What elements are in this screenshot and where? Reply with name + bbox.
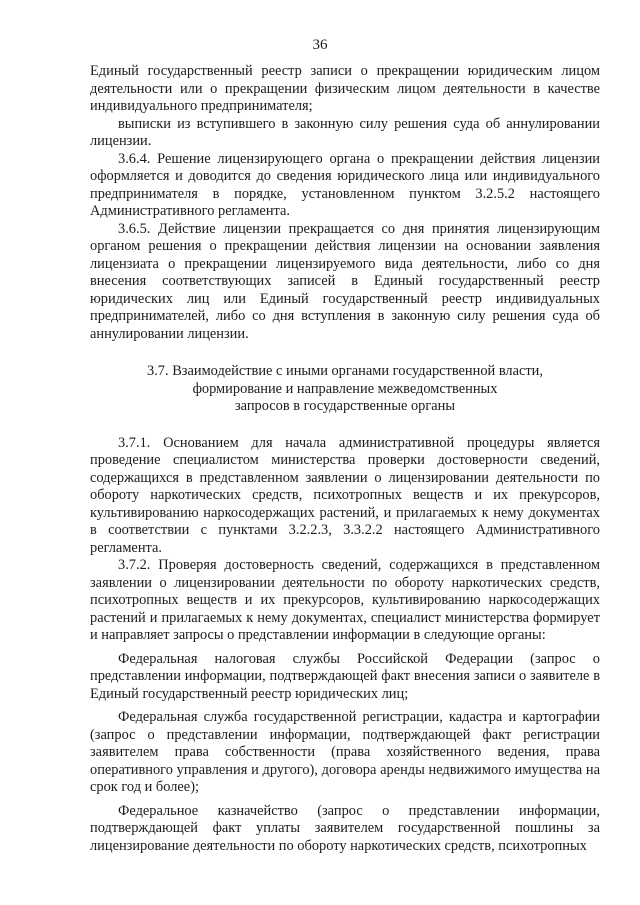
paragraph-3-6-5: 3.6.5. Действие лицензии прекращается со дня принятия лицензирующим органом решения о прекращении действия лицензии на основании заявления лицензиата о прекращении лицензируемого вида деятельности, либо со дня внесения соответствующих записей в Единый государственный реестр юридических лиц или Единый государственный реестр индивидуальных предпринимателей, либо со дня вступления в законную силу решения суда об аннулировании лицензии.: [90, 220, 600, 342]
section-heading-line-1: 3.7. Взаимодействие с иными органами государственной власти,: [147, 363, 543, 379]
paragraph-treasury: Федеральное казначейство (запрос о представлении информации, подтверждающей факт уплаты заявителем государственной пошлины за лицензирование деятельности по обороту наркотических средств, психотропных: [90, 802, 600, 854]
paragraph-registry-continuation: Единый государственный реестр записи о прекращении юридическим лицом деятельности или о прекращении физическим лицом деятельности в качестве индивидуального предпринимателя;: [90, 63, 600, 114]
paragraph-3-7-2: 3.7.2. Проверяя достоверность сведений, содержащихся в представленном заявлении о лицензировании деятельности по обороту наркотических средств, психотропных веществ и их прекурсоров, культивированию наркосодержащих растений и прилагаемых к нему документах, специалист министерства формирует и направляет запросы о представлении информации в следующие органы:: [90, 557, 600, 643]
page-number: 36: [312, 37, 328, 53]
section-heading-line-2: формирование и направление межведомственных: [192, 380, 498, 397]
paragraph-court-extract: выписки из вступившего в законную силу решения суда об аннулировании лицензии.: [90, 115, 600, 149]
paragraph-3-6-4: 3.6.4. Решение лицензирующего органа о прекращении действия лицензии оформляется и доводится до сведения юридического лица или индивидуального предпринимателя в порядке, установленном пунктом 3.2.5.2 настоящего Административного регламента.: [90, 150, 600, 219]
document-body: [90, 63, 600, 855]
paragraph-3-7-1: 3.7.1. Основанием для начала административной процедуры является проведение специалистом министерства проверки достоверности сведений, содержащихся в представленном заявлении о лицензировании деятельности по обороту наркотических средств, психотропных веществ и их прекурсоров, культивированию наркосодержащих растений, и прилагаемых к нему документах в соответствии с пунктами 3.2.2.3, 3.3.2.2 настоящего Административного регламента.: [90, 434, 600, 556]
section-heading-3-7: [90, 363, 600, 416]
paragraph-registration-service: Федеральная служба государственной регистрации, кадастра и картографии (запрос о представлении информации, подтверждающей факт регистрации заявителем права собственности (права хозяйственного ведения, права оперативного управления и другого), договора аренды недвижимого имущества на срок год и более);: [90, 709, 600, 795]
paragraph-tax-service: Федеральная налоговая службы Российской Федерации (запрос о представлении информации, подтверждающей факт внесения записи о заявителе в Единый государственный реестр юридических лиц;: [90, 650, 600, 702]
section-heading-line-3: запросов в государственные органы: [234, 398, 456, 414]
